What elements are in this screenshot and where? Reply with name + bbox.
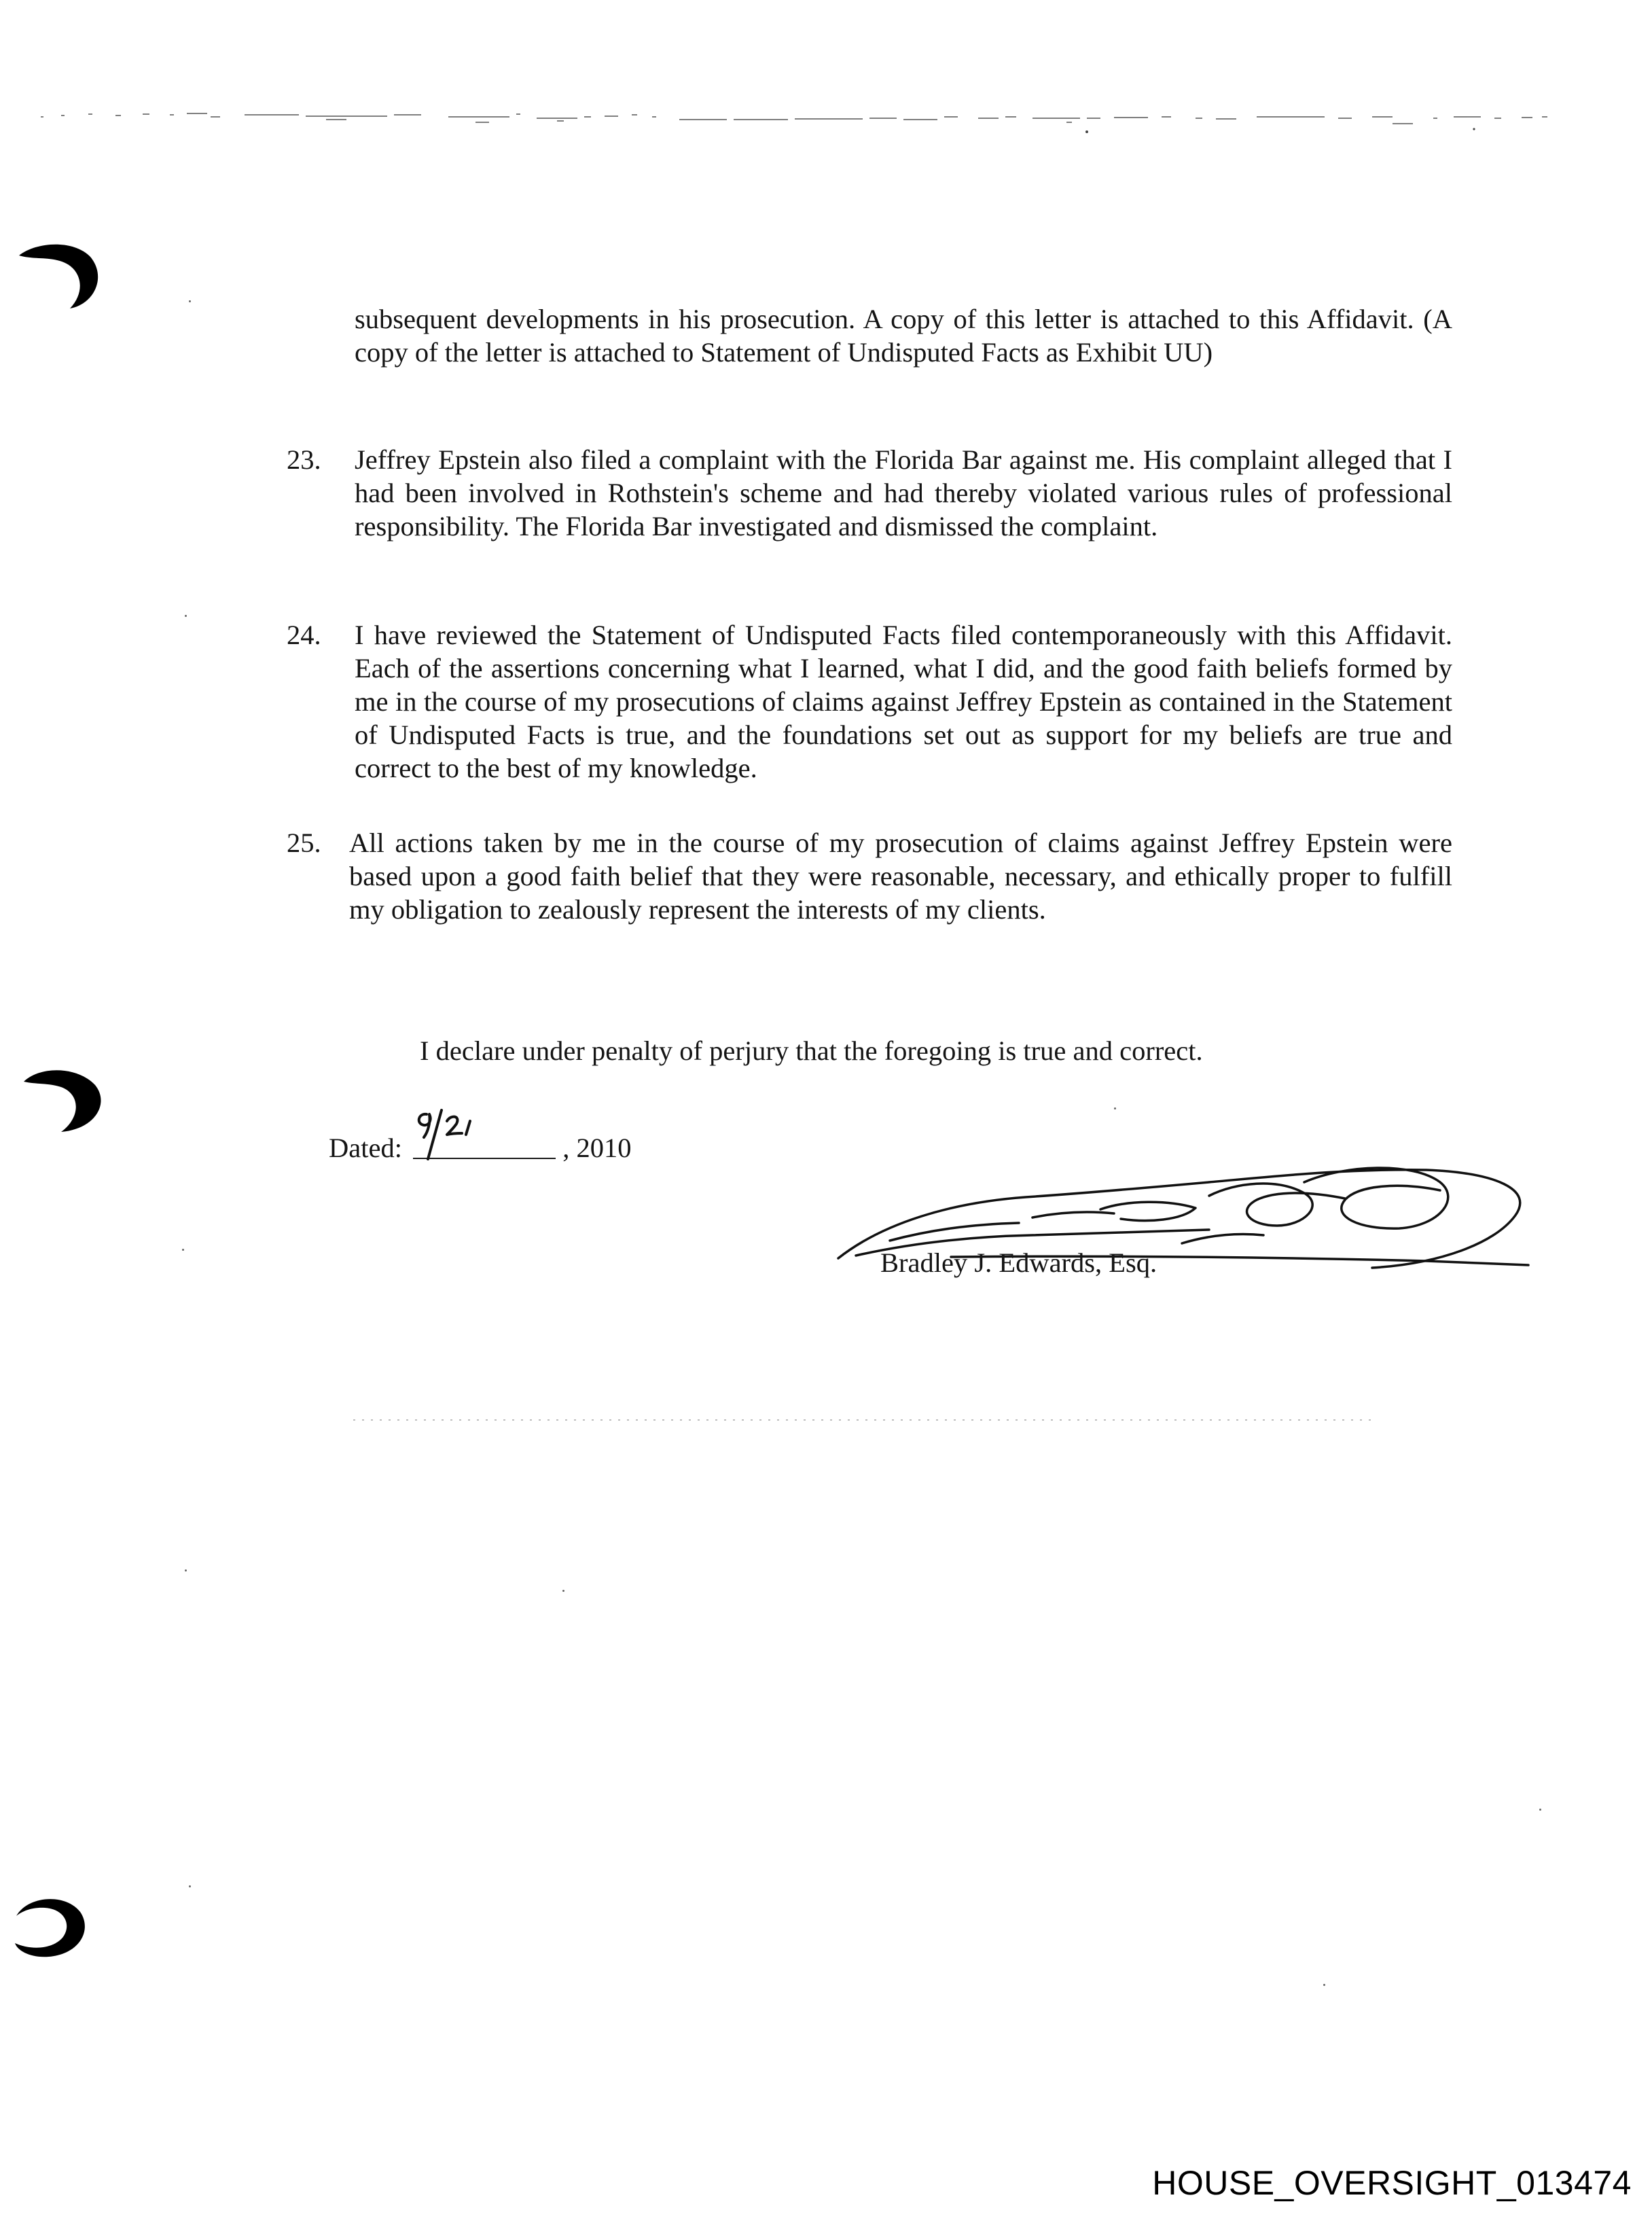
- scan-noise-strip: [41, 102, 1556, 143]
- perjury-declaration: I declare under penalty of perjury that the foregoing is true and correct.: [420, 1035, 1203, 1066]
- scan-speck: [185, 615, 187, 617]
- paragraph-24: I have reviewed the Statement of Undisputed Facts filed contemporaneously with this Affidavit. Each of the assertions concerning what I learned, what I did, and the good faith beliefs formed by me in the course of my prosecutions of claims against Jeffrey Epstein as contained in the Statement of Undisputed Facts is true, and the foundations set out as support for my beliefs are true and correct to the best of my knowledge.: [355, 620, 1452, 783]
- scan-speck: [182, 1249, 184, 1251]
- paragraph-25: All actions taken by me in the course of my prosecution of claims against Jeffrey Epstein were based upon a good faith belief that they were reasonable, necessary, and ethically proper to fulfill my obligation to zealously represent the interests of my clients.: [349, 828, 1452, 925]
- scan-speck: [189, 1885, 191, 1887]
- dated-label: Dated:: [329, 1133, 402, 1163]
- paragraph-23: Jeffrey Epstein also filed a complaint with the Florida Bar against me. His complaint alleged that I had been involved in Rothstein's scheme and had thereby violated various rules of professional responsibility. The Florida Bar investigated and dismissed the complaint.: [355, 444, 1452, 541]
- handwritten-date-9-21: [412, 1106, 493, 1160]
- signer-name: Bradley J. Edwards, Esq.: [880, 1247, 1157, 1278]
- paragraph-number-25: 25.: [287, 828, 321, 858]
- scan-speck: [1114, 1107, 1116, 1109]
- punch-hole-middle: [14, 1061, 109, 1136]
- scan-dotted-line: [353, 1417, 1372, 1423]
- scan-speck: [1323, 1984, 1325, 1986]
- dated-line: [329, 1131, 631, 1165]
- scan-speck: [189, 300, 191, 302]
- paragraph-number-23: 23.: [287, 444, 321, 475]
- punch-hole-top: [5, 236, 107, 311]
- dated-blank: [409, 1131, 556, 1165]
- punch-hole-bottom: [4, 1889, 99, 1964]
- continuation-paragraph: subsequent developments in his prosecution. A copy of this letter is attached to this Affidavit. (A copy of the letter is attached to Statement of Undisputed Facts as Exhibit UU): [355, 304, 1452, 368]
- dated-year: , 2010: [562, 1133, 632, 1163]
- bates-number: HOUSE_OVERSIGHT_013474: [1152, 2164, 1632, 2202]
- paragraph-number-24: 24.: [287, 620, 321, 650]
- scan-speck: [185, 1569, 187, 1571]
- scan-speck: [562, 1590, 564, 1592]
- scan-speck: [1539, 1809, 1541, 1811]
